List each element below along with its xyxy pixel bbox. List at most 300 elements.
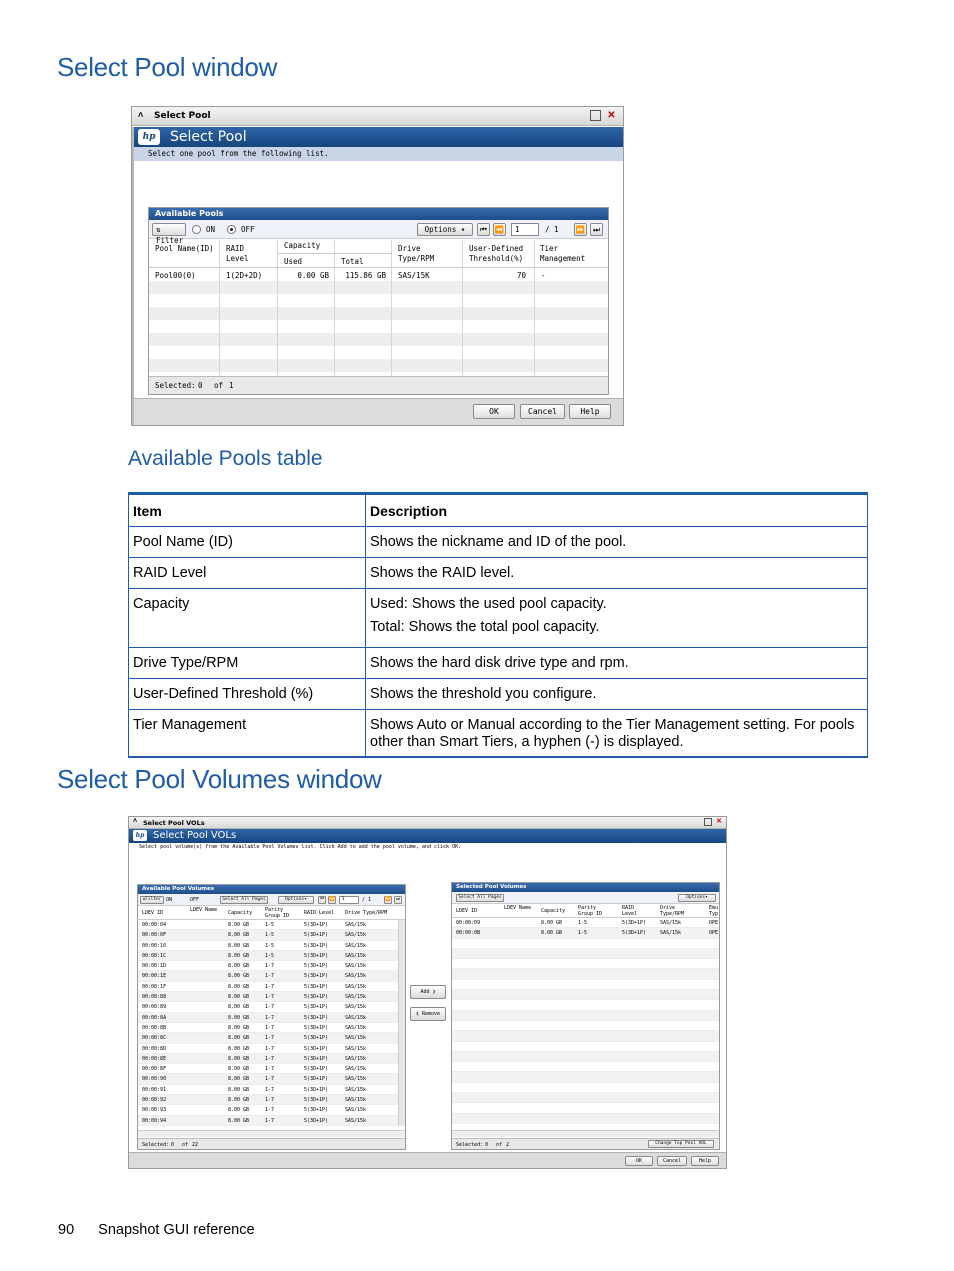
panel-toolbar: [149, 220, 608, 245]
ok-button[interactable]: OK: [625, 1156, 653, 1166]
table-cell: SAS/15k: [345, 1045, 367, 1052]
available-rows: [138, 920, 405, 1126]
col-ldev-name[interactable]: LDEV Name: [504, 905, 532, 911]
description-cell: Shows the RAID level.: [366, 558, 868, 589]
table-cell: 8.00 GB: [228, 1035, 250, 1042]
col-ldev-id[interactable]: LDEV ID: [456, 908, 478, 914]
prev-page-icon[interactable]: ⏪: [494, 225, 505, 234]
table-cell: 1-7: [265, 1045, 275, 1052]
item-cell: RAID Level: [129, 558, 366, 589]
col-capacity[interactable]: Capacity: [228, 910, 253, 916]
table-row[interactable]: [452, 928, 719, 938]
table-cell: OPE: [709, 920, 719, 926]
panel-footer: [149, 376, 608, 394]
table-cell: 5(3D+1P): [622, 930, 647, 937]
table-cell: SAS/15k: [345, 1066, 367, 1073]
col-drive-type[interactable]: Drive Type/RPM: [398, 244, 435, 263]
table-cell: 1-7: [265, 1055, 275, 1062]
cancel-button[interactable]: Cancel: [520, 404, 565, 419]
page-total: / 1: [362, 897, 372, 903]
ok-button[interactable]: OK: [473, 404, 515, 419]
table-cell: 8.00 GB: [228, 1097, 250, 1104]
window-title: Select Pool VOLs: [143, 819, 205, 827]
table-cell: SAS/15k: [345, 1107, 367, 1114]
table-cell: 8.00 GB: [228, 1076, 250, 1083]
add-label: Add: [420, 989, 430, 995]
table-cell: 1-5: [578, 920, 588, 926]
table-cell: SAS/15k: [345, 942, 367, 949]
table-cell: SAS/15k: [660, 920, 682, 926]
description-cell: Shows the nickname and ID of the pool.: [366, 527, 868, 558]
table-row[interactable]: [452, 918, 719, 928]
table-cell: 1-7: [265, 973, 275, 980]
table-cell: 5(3D+1P): [622, 920, 647, 926]
filter-label: Filter: [145, 897, 162, 902]
selected-count: 0: [485, 1142, 489, 1148]
total-count: 1: [229, 381, 234, 390]
section-heading-select-pool-volumes: Select Pool Volumes window: [57, 764, 382, 794]
table-cell: 00:00:0B: [456, 930, 481, 937]
col-raid-level[interactable]: RAID Level: [622, 905, 638, 917]
table-cell: 8.00 GB: [228, 963, 250, 970]
col-drive-type[interactable]: Drive Type/RPM: [660, 905, 685, 917]
table-cell: 8.00 GB: [228, 922, 250, 928]
panel-toolbar: [138, 894, 405, 906]
filter-on-label: ON: [206, 225, 216, 234]
of-label: of: [496, 1142, 503, 1148]
table-cell: 5(3D+1P): [304, 973, 329, 980]
of-label: of: [214, 381, 224, 390]
table-cell: SAS/15k: [345, 952, 367, 959]
table-cell: SAS/15k: [345, 994, 367, 1001]
table-cell: 1-7: [265, 1117, 275, 1124]
table-cell: 00:00:8C: [142, 1035, 167, 1042]
available-pool-volumes-panel: [137, 884, 406, 1150]
table-cell: 8.00 GB: [228, 1014, 250, 1021]
cell-raid-level: 1(2D+2D): [226, 271, 263, 280]
change-top-pool-vol-button[interactable]: Change Top Pool VOL: [648, 1140, 714, 1148]
page-total: / 1: [545, 225, 559, 234]
cell-total: 115.86 GB: [345, 271, 386, 280]
instruction-bar: [129, 843, 726, 853]
table-cell: 5(3D+1P): [304, 963, 329, 970]
table-row: [452, 1083, 719, 1093]
table-row: [452, 980, 719, 990]
footer-section-title: Snapshot GUI reference: [98, 1222, 255, 1238]
pools-table: [149, 240, 608, 376]
dialog-button-bar: [134, 398, 623, 425]
dialog-button-bar: [129, 1152, 726, 1168]
table-cell: 5(3D+1P): [304, 1076, 329, 1083]
col-tier[interactable]: Tier Management: [540, 244, 586, 263]
col-ldev-id[interactable]: LDEV ID: [142, 910, 164, 916]
table-cell: 8.00 GB: [228, 1066, 250, 1073]
description-cell: [366, 589, 868, 648]
table-cell: 1-7: [265, 1107, 275, 1114]
table-cell: 1-5: [265, 952, 275, 959]
description-cell: Shows the hard disk drive type and rpm.: [366, 648, 868, 679]
table-cell: 8.00 GB: [228, 973, 250, 980]
table-cell: 00:00:1E: [142, 973, 167, 980]
table-cell: 8.00 GB: [228, 1004, 250, 1011]
table-cell: OPE: [709, 930, 719, 937]
table-cell: 8.00 GB: [228, 1086, 250, 1093]
table-cell: 00:00:8A: [142, 1014, 167, 1021]
table-cell: SAS/15k: [345, 1076, 367, 1083]
table-row[interactable]: [138, 1085, 405, 1095]
table-cell: 8.00 GB: [228, 952, 250, 959]
cell-used: 0.00 GB: [297, 271, 329, 280]
table-cell: 1-5: [265, 932, 275, 939]
table-row: [452, 969, 719, 979]
header-description: Description: [366, 494, 868, 527]
window-edge: [132, 127, 134, 425]
table-cell: SAS/15k: [345, 922, 367, 928]
arrow-right-icon: ❯: [432, 989, 436, 995]
table-header: [138, 906, 405, 920]
table-header: [452, 904, 719, 918]
item-cell: Capacity: [129, 589, 366, 648]
table-cell: SAS/15k: [345, 932, 367, 939]
table-row: [452, 939, 719, 949]
selected-count: 0: [171, 1142, 175, 1148]
table-cell: 1-7: [265, 1004, 275, 1011]
help-button[interactable]: Help: [691, 1156, 719, 1166]
close-icon[interactable]: ✕: [607, 110, 616, 121]
cell-tier: -: [541, 271, 546, 280]
select-all-pages-button[interactable]: Select All Pages: [456, 894, 504, 902]
table-cell: 00:00:8E: [142, 1055, 167, 1062]
page-number: 90: [58, 1222, 75, 1238]
table-row: [452, 1052, 719, 1062]
table-cell: 5(3D+1P): [304, 1014, 329, 1021]
table-row: [452, 1031, 719, 1041]
hp-logo-icon: hp: [138, 129, 160, 145]
table-row: [129, 527, 868, 558]
table-cell: SAS/15k: [345, 1014, 367, 1021]
col-capacity[interactable]: Capacity: [541, 908, 566, 914]
table-cell: 1-7: [265, 1097, 275, 1104]
table-cell: 8.00 GB: [228, 942, 250, 949]
page-number-input[interactable]: 1: [511, 223, 539, 236]
panel-title: Available Pools: [149, 208, 608, 220]
cancel-button[interactable]: Cancel: [657, 1156, 687, 1166]
table-row[interactable]: [138, 1044, 405, 1054]
table-cell: SAS/15k: [345, 1097, 367, 1104]
table-row: [452, 1072, 719, 1082]
table-header-row: [129, 494, 868, 527]
description-cell: Shows Auto or Manual according to the Tier Management setting. For pools other than Smart Tiers, a hyphen (-) is displayed.: [366, 710, 868, 758]
filter-icon: ⇅: [156, 225, 161, 234]
panel-footer: [452, 1138, 719, 1149]
table-cell: 00:00:92: [142, 1097, 167, 1104]
table-cell: SAS/15k: [345, 1086, 367, 1093]
table-cell: SAS/15k: [345, 963, 367, 970]
table-cell: 1-5: [265, 942, 275, 949]
table-row[interactable]: [138, 1013, 405, 1023]
table-cell: 5(3D+1P): [304, 942, 329, 949]
selected-rows: [452, 918, 719, 1124]
table-row: [452, 1042, 719, 1052]
table-row[interactable]: [138, 1033, 405, 1043]
filter-on-radio[interactable]: [192, 225, 201, 234]
table-row[interactable]: [138, 1064, 405, 1074]
table-cell: 1-5: [578, 930, 588, 937]
table-row: [129, 589, 868, 648]
table-cell: 5(3D+1P): [304, 1086, 329, 1093]
table-cell: 8.00 GB: [228, 1045, 250, 1052]
col-emulation-type[interactable]: Emu Typ: [709, 905, 719, 917]
table-row: [129, 558, 868, 589]
first-page-icon[interactable]: ⏮: [319, 897, 325, 902]
vertical-scrollbar[interactable]: [398, 920, 405, 1126]
cell-pool-name: Pool00(0): [155, 271, 196, 280]
table-row[interactable]: [138, 971, 405, 981]
table-row: [452, 1011, 719, 1021]
col-parity-group[interactable]: Parity Group ID: [578, 905, 603, 917]
table-cell: 1-7: [265, 983, 275, 990]
description-cell: Shows the threshold you configure.: [366, 679, 868, 710]
description-line: Total: Shows the total pool capacity.: [370, 619, 600, 635]
page-number-input[interactable]: 1: [339, 896, 359, 904]
table-cell: 8.00 GB: [228, 983, 250, 990]
table-cell: 1-5: [265, 922, 275, 928]
collapse-chevron-icon[interactable]: ˄: [133, 818, 138, 825]
table-cell: 00:00:1F: [142, 983, 167, 990]
next-page-icon[interactable]: ⏩: [575, 225, 586, 234]
table-cell: SAS/15k: [345, 1055, 367, 1062]
options-button[interactable]: Options▾: [678, 894, 716, 902]
dialog-banner: [134, 127, 623, 147]
table-cell: 5(3D+1P): [304, 1107, 329, 1114]
maximize-icon[interactable]: [704, 818, 712, 826]
table-cell: 8.00 GB: [228, 1055, 250, 1062]
col-raid-level[interactable]: RAID Level: [304, 910, 335, 916]
filter-button[interactable]: [152, 223, 186, 245]
next-page-icon[interactable]: ⏩: [385, 897, 391, 902]
section-heading-select-pool: Select Pool window: [57, 52, 278, 82]
table-cell: 1-7: [265, 963, 275, 970]
col-threshold[interactable]: User-Defined Threshold(%): [469, 244, 524, 263]
selected-count: 0: [198, 381, 203, 390]
table-row[interactable]: [138, 951, 405, 961]
table-cell: 00:00:0F: [142, 932, 167, 939]
table-row[interactable]: [138, 1074, 405, 1084]
capacity-divider: [278, 253, 392, 254]
close-icon[interactable]: ✕: [716, 818, 722, 825]
help-button[interactable]: Help: [569, 404, 611, 419]
table-cell: 1-7: [265, 1076, 275, 1083]
dialog-banner: [129, 829, 726, 843]
item-cell: User-Defined Threshold (%): [129, 679, 366, 710]
total-count: 2: [506, 1142, 510, 1148]
of-label: of: [182, 1142, 189, 1148]
col-total[interactable]: Total: [341, 257, 364, 266]
col-drive-type[interactable]: Drive Type/RPM: [345, 910, 388, 916]
table-cell: 00:00:8F: [142, 1066, 167, 1073]
table-cell: 5(3D+1P): [304, 983, 329, 990]
table-row[interactable]: [138, 961, 405, 971]
collapse-chevron-icon[interactable]: ˄: [138, 110, 144, 120]
table-row[interactable]: [138, 1023, 405, 1033]
horizontal-scrollbar[interactable]: [138, 1130, 405, 1137]
filter-icon: ⇅: [142, 897, 146, 902]
instruction-text: Select pool volume(s) from the Available Pool Volumes list. Click Add to add the pool volume, and click OK.: [139, 844, 462, 850]
table-cell: 5(3D+1P): [304, 1004, 329, 1011]
window-title: Select Pool: [154, 111, 211, 121]
table-row: [452, 1000, 719, 1010]
table-cell: 1-7: [265, 1014, 275, 1021]
table-cell: 5(3D+1P): [304, 952, 329, 959]
select-all-pages-button[interactable]: Select All Pages: [220, 896, 268, 904]
instruction-bar: [134, 147, 623, 161]
panel-footer: [138, 1138, 405, 1149]
table-row[interactable]: [138, 1116, 405, 1126]
table-cell: 00:00:94: [142, 1117, 167, 1124]
table-row: [129, 679, 868, 710]
table-cell: 00:00:8D: [142, 1045, 167, 1052]
item-cell: Tier Management: [129, 710, 366, 758]
table-row: [452, 1062, 719, 1072]
table-cell: SAS/15k: [345, 1117, 367, 1124]
col-parity-group[interactable]: Parity Group ID: [265, 907, 290, 919]
col-raid-level[interactable]: RAID Level: [226, 244, 249, 263]
page-footer: [58, 1222, 255, 1238]
table-cell: SAS/15k: [345, 983, 367, 990]
table-row: [129, 710, 868, 758]
table-cell: 5(3D+1P): [304, 1097, 329, 1104]
header-item: Item: [129, 494, 366, 527]
table-row: [452, 1114, 719, 1124]
table-cell: 00:00:04: [142, 922, 167, 928]
table-cell: 00:00:90: [142, 1076, 167, 1083]
window-titlebar: [129, 817, 726, 829]
subsection-heading-available-pools: Available Pools table: [128, 447, 323, 470]
remove-button[interactable]: [410, 1007, 446, 1021]
add-button[interactable]: [410, 985, 446, 999]
options-label: Options: [424, 225, 457, 234]
table-row: [452, 949, 719, 959]
filter-button[interactable]: [140, 896, 164, 904]
table-row: [129, 648, 868, 679]
filter-off-label[interactable]: OFF: [190, 897, 200, 903]
selected-label: Selected:: [155, 381, 196, 390]
table-cell: 00:00:89: [142, 1004, 167, 1011]
table-row: [452, 1103, 719, 1113]
column-divider: [149, 240, 220, 376]
selected-label: Selected:: [142, 1142, 170, 1148]
col-ldev-name[interactable]: LDEV Name: [190, 907, 218, 913]
options-button[interactable]: Options▾: [278, 896, 314, 904]
table-cell: 5(3D+1P): [304, 932, 329, 939]
last-page-icon[interactable]: ⏭: [590, 223, 603, 236]
col-pool-name[interactable]: Pool Name(ID): [155, 244, 214, 253]
table-row[interactable]: [138, 1105, 405, 1115]
item-cell: Drive Type/RPM: [129, 648, 366, 679]
table-cell: 00:00:8B: [142, 1024, 167, 1031]
cell-drive: SAS/15K: [398, 271, 430, 280]
prev-page-icon[interactable]: ⏪: [329, 897, 335, 902]
table-cell: 8.00 GB: [228, 1024, 250, 1031]
table-cell: 1-7: [265, 1086, 275, 1093]
table-row[interactable]: [138, 1002, 405, 1012]
filter-on-label[interactable]: ON: [166, 897, 173, 903]
table-row[interactable]: [138, 920, 405, 930]
table-cell: 5(3D+1P): [304, 1045, 329, 1052]
table-row: [452, 990, 719, 1000]
table-row: [452, 1093, 719, 1103]
cell-threshold: 70: [516, 271, 526, 280]
table-row[interactable]: [138, 1054, 405, 1064]
panel-title: Available Pool Volumes: [138, 885, 405, 894]
available-pools-description-table: [128, 492, 868, 758]
table-cell: 00:00:93: [142, 1107, 167, 1114]
last-page-icon[interactable]: ⏭: [395, 897, 401, 902]
instruction-text: Select one pool from the following list.: [148, 149, 329, 158]
table-cell: 8.00 GB: [228, 1107, 250, 1114]
available-volumes-table: [138, 906, 405, 1126]
filter-off-radio[interactable]: [227, 225, 236, 234]
table-cell: 00:00:1C: [142, 952, 167, 959]
total-count: 22: [192, 1142, 199, 1148]
table-cell: 1-7: [265, 1066, 275, 1073]
window-titlebar: [132, 107, 623, 126]
banner-title: Select Pool VOLs: [153, 830, 237, 841]
table-row[interactable]: [138, 930, 405, 940]
table-cell: 8.00 GB: [228, 932, 250, 939]
table-cell: 00:00:09: [456, 920, 481, 926]
table-row[interactable]: [138, 982, 405, 992]
remove-label: Remove: [421, 1011, 441, 1017]
col-capacity: Capacity: [284, 241, 321, 250]
table-cell: SAS/15k: [345, 1035, 367, 1042]
table-cell: 00:00:91: [142, 1086, 167, 1093]
options-button[interactable]: Options ▾: [417, 223, 473, 236]
table-cell: SAS/15k: [345, 973, 367, 980]
table-cell: 00:00:10: [142, 942, 167, 949]
arrow-left-icon: ❮: [415, 1011, 419, 1017]
table-row: [452, 1021, 719, 1031]
table-row[interactable]: [138, 941, 405, 951]
table-cell: 1-7: [265, 1035, 275, 1042]
select-pool-window: [131, 106, 624, 426]
panel-toolbar: [452, 892, 719, 904]
table-cell: 8.00 GB: [228, 1117, 250, 1124]
table-row[interactable]: [138, 1095, 405, 1105]
table-cell: 5(3D+1P): [304, 922, 329, 928]
table-row: [452, 959, 719, 969]
table-cell: 5(3D+1P): [304, 1117, 329, 1124]
table-cell: 1-7: [265, 994, 275, 1001]
options-label: Options: [285, 897, 305, 902]
table-cell: 5(3D+1P): [304, 1055, 329, 1062]
table-cell: 5(3D+1P): [304, 1066, 329, 1073]
horizontal-scrollbar[interactable]: [452, 1130, 719, 1137]
filter-label: Filter: [156, 236, 184, 245]
hp-logo-icon: hp: [133, 830, 147, 841]
table-row[interactable]: [138, 992, 405, 1002]
table-cell: 5(3D+1P): [304, 1035, 329, 1042]
first-page-icon[interactable]: ⏮: [477, 223, 490, 236]
table-cell: 8.00 GB: [228, 994, 250, 1001]
table-cell: 1-7: [265, 1024, 275, 1031]
options-label: Options: [686, 895, 706, 900]
panel-title: Selected Pool Volumes: [452, 883, 719, 892]
table-cell: 5(3D+1P): [304, 994, 329, 1001]
table-cell: 00:00:88: [142, 994, 167, 1001]
col-used[interactable]: Used: [284, 257, 303, 266]
maximize-icon[interactable]: [590, 110, 601, 121]
